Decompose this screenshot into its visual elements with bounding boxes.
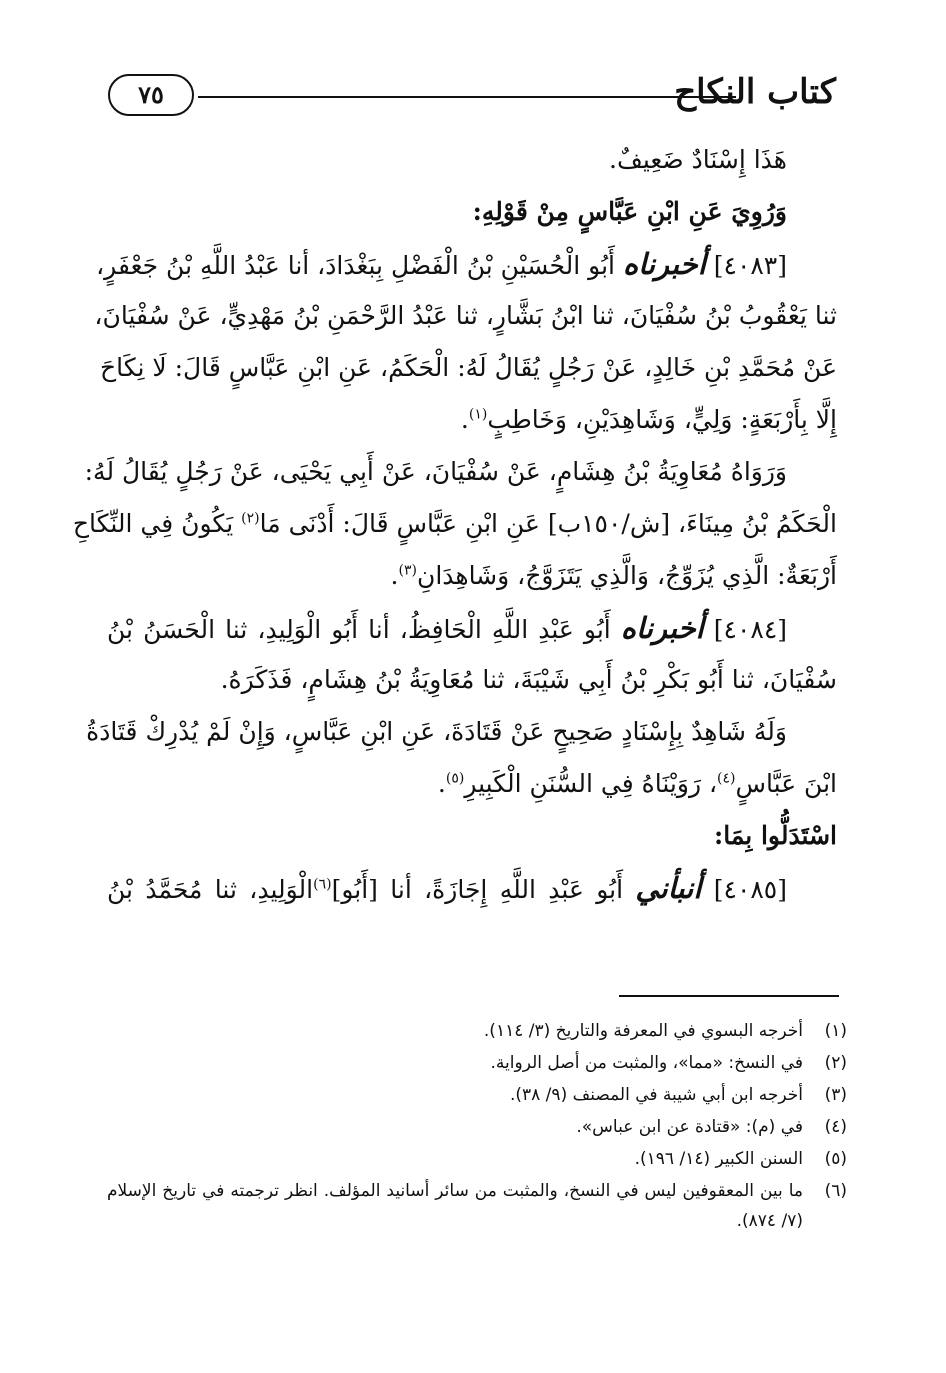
text-line: ثنا يَعْقُوبُ بْنُ سُفْيَانَ، ثنا ابْنُ بَشَّارٍ، ثنا عَبْدُ الرَّحْمَنِ بْنُ مَهْدِيٍّ، عَنْ سُفْيَانَ، [94, 301, 837, 330]
footnote-text: أخرجه ابن أبي شيبة في المصنف (٩/ ٣٨). [509, 1085, 803, 1105]
header-rule [198, 96, 736, 98]
footnote-number: (١) [824, 1021, 847, 1041]
section-heading: اسْتَدَلُّوا بِمَا: [714, 821, 837, 850]
hadith-4085-line-1: [٤٠٨٥] أنبأني أَبُو عَبْدِ اللَّهِ إِجَازَةً، أنا [أَبُو]$^{(٦)}$الْوَلِيدِ، ثنا مُحَمَّدُ بْنُ [107, 871, 787, 905]
footnote-number: (٥) [824, 1149, 847, 1169]
hadith-keyword: أنبأني [635, 871, 702, 905]
footnote-item [107, 1080, 847, 1110]
text-line: وَلَهُ شَاهِدٌ بِإِسْنَادٍ صَحِيحٍ عَنْ قَتَادَةَ، عَنِ ابْنِ عَبَّاسٍ، وَإِنْ لَمْ يُدْرِكْ قَتَادَةُ [86, 717, 787, 746]
footnote-item [107, 1176, 847, 1236]
footnote-item [107, 1112, 847, 1142]
footnote-item [107, 1016, 847, 1046]
hadith-number: [٤٠٨٤] [713, 615, 788, 644]
text-line: هَذَا إِسْنَادٌ ضَعِيفٌ. [609, 145, 787, 174]
footnote-ref: (٣) [398, 562, 417, 579]
footnote-ref: (٢) [241, 510, 260, 527]
footnote-number: (٤) [824, 1117, 847, 1137]
text-line: عَنْ مُحَمَّدِ بْنِ خَالِدٍ، عَنْ رَجُلٍ يُقَالُ لَهُ: الْحَكَمُ، عَنِ ابْنِ عَبَّاسٍ قَالَ: لَا نِكَاحَ [99, 353, 837, 382]
text-line: الْحَكَمُ بْنُ مِينَاءَ، [ش/١٥٠ب] عَنِ ابْنِ عَبَّاسٍ قَالَ: أَدْنَى مَا$^{(٢)}$ يَكُونُ فِي النِّكَاحِ [72, 509, 837, 538]
footnote-text: ما بين المعقوفين ليس في النسخ، والمثبت من سائر أسانيد المؤلف. انظر ترجمته في تاريخ الإسلام (٧/ ٨٧٤). [107, 1181, 803, 1231]
text-line: إِلَّا بِأَرْبَعَةٍ: وَلِيٍّ، وَشَاهِدَيْنِ، وَخَاطِبٍ$^{(١)}$. [460, 405, 837, 434]
hadith-number: [٤٠٨٣] [713, 251, 787, 280]
text-line: ابْنَ عَبَّاسٍ$^{(٤)}$، رَوَيْنَاهُ فِي السُّنَنِ الْكَبِيرِ$^{(٥)}$. [437, 769, 837, 798]
section-heading: وَرُوِيَ عَنِ ابْنِ عَبَّاسٍ مِنْ قَوْلِهِ: [472, 197, 787, 226]
page-number-badge [108, 74, 194, 116]
footnote-number: (٦) [824, 1181, 847, 1201]
footnote-text: في النسخ: «مما»، والمثبت من أصل الرواية. [490, 1053, 803, 1073]
footnote-ref: (٥) [445, 770, 465, 787]
hadith-4083-line-1: [٤٠٨٣] أخبرناه أَبُو الْحُسَيْنِ بْنُ الْفَضْلِ بِبَغْدَادَ، أنا عَبْدُ اللَّهِ بْنُ جَعْفَرٍ، [96, 247, 787, 281]
page-number: ٧٥ [138, 80, 164, 109]
hadith-number: [٤٠٨٥] [713, 875, 787, 904]
text-line: أَرْبَعَةٌ: الَّذِي يُزَوِّجُ، وَالَّذِي يَتَزَوَّجُ، وَشَاهِدَانِ$^{(٣)}$. [390, 561, 837, 590]
text-line: وَرَوَاهُ مُعَاوِيَةُ بْنُ هِشَامٍ، عَنْ سُفْيَانَ، عَنْ أَبِي يَحْيَى، عَنْ رَجُلٍ يُقَالُ لَهُ: [84, 457, 787, 486]
main-text [72, 134, 837, 914]
hadith-keyword: أخبرناه [620, 611, 704, 645]
hadith-4084-line-1: [٤٠٨٤] أخبرناه أَبُو عَبْدِ اللَّهِ الْحَافِظُ، أنا أَبُو الْوَلِيدِ، ثنا الْحَسَنُ بْنُ [107, 611, 788, 645]
footnote-ref: (٤) [717, 770, 736, 787]
footnote-text: أخرجه البسوي في المعرفة والتاريخ (٣/ ١١٤). [483, 1021, 803, 1041]
footnotes [107, 1016, 847, 1238]
footnote-number: (٣) [824, 1085, 847, 1105]
hadith-keyword: أخبرناه [622, 247, 706, 281]
footnote-separator [619, 995, 839, 997]
footnote-ref: (٦) [313, 876, 332, 893]
footnote-number: (٢) [824, 1053, 847, 1073]
footnote-item [107, 1144, 847, 1174]
page-header [108, 66, 836, 120]
text-line: سُفْيَانَ، ثنا أَبُو بَكْرِ بْنُ أَبِي شَيْبَةَ، ثنا مُعَاوِيَةُ بْنُ هِشَامٍ، فَذَكَرَهُ. [220, 665, 837, 694]
footnote-text: في (م): «قتادة عن ابن عباس». [576, 1117, 803, 1137]
footnote-ref: (١) [468, 406, 488, 423]
chapter-title: كتاب النكاح [674, 72, 836, 112]
footnote-item [107, 1048, 847, 1078]
footnote-text: السنن الكبير (١٤/ ١٩٦). [634, 1149, 803, 1169]
